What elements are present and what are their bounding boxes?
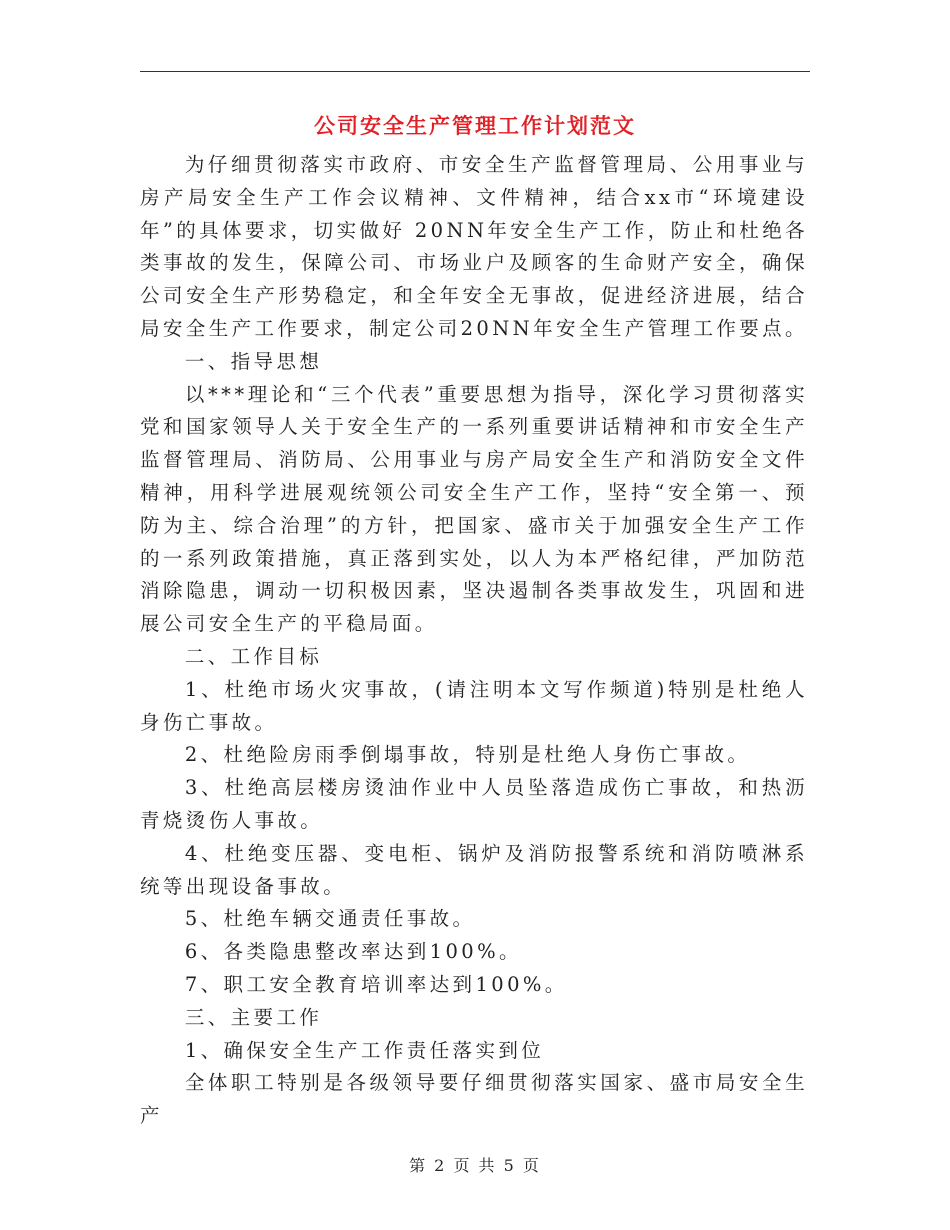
goal-item: 2、杜绝险房雨季倒塌事故，特别是杜绝人身伤亡事故。 [184, 743, 751, 767]
header-rule [140, 71, 810, 72]
goal-item: 3、杜绝高层楼房烫油作业中人员坠落造成伤亡事故，和热沥青烧烫伤人事故。 [140, 776, 808, 832]
subsection-heading: 1、确保安全生产工作责任落实到位 [184, 1038, 545, 1062]
section-heading: 二、工作目标 [184, 644, 323, 668]
section-heading: 一、指导思想 [184, 349, 323, 373]
goal-item: 5、杜绝车辆交通责任事故。 [184, 907, 476, 931]
goal-item: 6、各类隐患整改率达到100%。 [184, 940, 522, 964]
section-heading: 三、主要工作 [184, 1005, 323, 1029]
goal-item: 7、职工安全教育培训率达到100%。 [184, 972, 568, 996]
goal-item: 1、杜绝市场火灾事故，(请注明本文写作频道)特别是杜绝人身伤亡事故。 [140, 677, 808, 734]
page-number: 第 2 页 共 5 页 [409, 1156, 541, 1175]
document-title: 公司安全生产管理工作计划范文 [314, 113, 636, 138]
guiding-principle-paragraph: 以***理论和“三个代表”重要思想为指导，深化学习贯彻落实党和国家领导人关于安全生产的一系列重要讲话精神和市安全生产监督管理局、消防局、公用事业与房产局安全生产和消防安全文件精神，用科学进展观统领公司安全生产工作，坚持“安全第一、预防为主、综合治理”的方针，把国家、盛市关于加强安全生产工作的一系列政策措施，真正落到实处，以人为本严格纪律，严加防范消除隐患，调动一切积极因素，坚决遏制各类事故发生，巩固和进展公司安全生产的平稳局面。 [140, 382, 808, 636]
document-body [140, 149, 808, 1133]
goal-item: 4、杜绝变压器、变电柜、锅炉及消防报警系统和消防喷淋系统等出现设备事故。 [140, 841, 808, 898]
intro-paragraph: 为仔细贯彻落实市政府、市安全生产监督管理局、公用事业与房产局安全生产工作会议精神、文件精神，结合xx市“环境建设年”的具体要求，切实做好 20NN年安全生产工作，防止和杜绝各类事故的发生，保障公司、市场业户及顾客的生命财产安全，确保公司安全生产形势稳定，和全年安全无事故，促进经济进展，结合局安全生产工作要求，制定公司20NN年安全生产管理工作要点。 [140, 153, 809, 340]
body-paragraph: 全体职工特别是各级领导要仔细贯彻落实国家、盛市局安全生产 [140, 1071, 808, 1128]
